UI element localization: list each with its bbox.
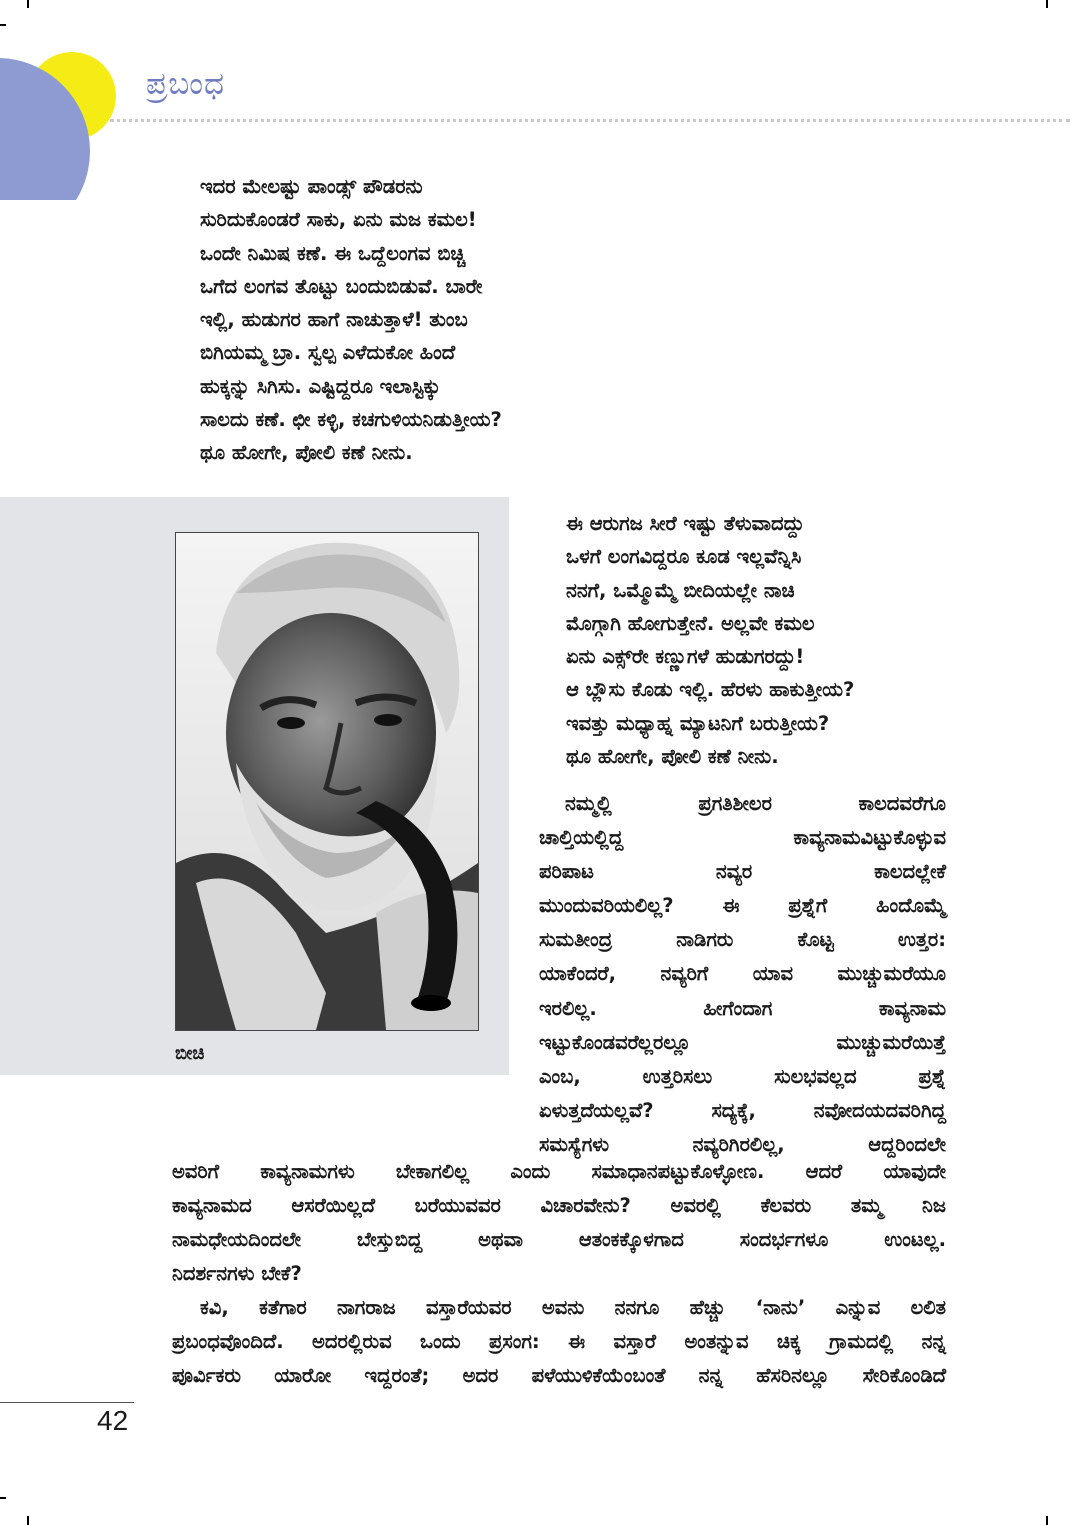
poem-line: ಸುರಿದುಕೊಂಡರೆ ಸಾಕು, ಏನು ಮಜ ಕಮಲ! bbox=[200, 208, 477, 232]
text-line: ಮುಂದುವರಿಯಲಿಲ್ಲ? ಈ ಪ್ರಶ್ನೆಗೆ ಹಿಂದೊಮ್ಮೆ bbox=[539, 894, 946, 918]
crop-mark bbox=[1046, 0, 1048, 8]
poem-line: ಥೂ ಹೋಗೇ, ಪೋಲಿ ಕಣೆ ನೀನು. bbox=[566, 745, 779, 769]
text-line: ನಮ್ಮಲ್ಲಿ ಪ್ರಗತಿಶೀಲರ ಕಾಲದವರೆಗೂ bbox=[565, 792, 946, 815]
poem-line: ಆ ಬ್ಲೌಸು ಕೊಡು ಇಲ್ಲಿ. ಹೆರಳು ಹಾಕುತ್ತೀಯ? bbox=[566, 678, 855, 702]
poem-line: ಸಾಲದು ಕಣೆ. ಛೀ ಕಳ್ಳಿ, ಕಚಗುಳಿಯನಿಡುತ್ತೀಯ? bbox=[200, 408, 502, 432]
crop-mark bbox=[1046, 1516, 1048, 1525]
column-paragraph bbox=[539, 787, 946, 1162]
poem-line: ಒಳಗೆ ಲಂಗವಿದ್ದರೂ ಕೂಡ ಇಲ್ಲವೆನ್ನಿಸಿ bbox=[566, 545, 802, 569]
body-paragraph bbox=[172, 1291, 946, 1393]
poem-line: ಬಿಗಿಯಮ್ಮ ಬ್ರಾ. ಸ್ವಲ್ಪ ಎಳೆದುಕೋ ಹಿಂದೆ bbox=[200, 341, 456, 365]
poem-side bbox=[566, 507, 854, 773]
text-line: ಚಾಲ್ತಿಯಲ್ಲಿದ್ದ ಕಾವ್ಯನಾಮವಿಟ್ಟುಕೊಳ್ಳುವ bbox=[539, 826, 946, 850]
footer-rule bbox=[0, 1402, 134, 1403]
text-line: ಇಟ್ಟುಕೊಂಡವರೆಲ್ಲರಲ್ಲೂ ಮುಚ್ಚುಮರೆಯಿತ್ತೆ bbox=[539, 1030, 946, 1054]
text-line: ನಿದರ್ಶನಗಳು ಬೇಕೆ? bbox=[172, 1262, 302, 1286]
header-decoration bbox=[0, 0, 130, 200]
poem-line: ಥೂ ಹೋಗೇ, ಪೋಲಿ ಕಣೆ ನೀನು. bbox=[200, 441, 413, 465]
body-paragraph bbox=[172, 1155, 946, 1291]
text-line: ಪೂರ್ವಿಕರು ಯಾರೋ ಇದ್ದರಂತೆ; ಅದರ ಪಳೆಯುಳಿಕೆಯೆಂಬಂತೆ ನನ್ನ ಹೆಸರಿನಲ್ಲೂ ಸೇರಿಕೊಂಡಿದೆ bbox=[172, 1364, 946, 1388]
section-title: ಪ್ರಬಂಧ bbox=[146, 66, 225, 102]
page-number: 42 bbox=[97, 1405, 129, 1436]
crop-mark bbox=[27, 1516, 29, 1525]
poem-line: ಇಲ್ಲಿ, ಹುಡುಗರ ಹಾಗೆ ನಾಚುತ್ತಾಳೆ! ತುಂಬ bbox=[200, 308, 468, 332]
author-photo bbox=[175, 532, 479, 1031]
text-line: ಇರಲಿಲ್ಲ. ಹೀಗೆಂದಾಗ ಕಾವ್ಯನಾಮ bbox=[539, 996, 946, 1020]
poem-line: ನನಗೆ, ಒಮ್ಮೊಮ್ಮೆ ಬೀದಿಯಲ್ಲೇ ನಾಚಿ bbox=[566, 578, 795, 602]
crop-mark bbox=[0, 1497, 6, 1499]
poem-line: ಇದರ ಮೇಲಷ್ಟು ಪಾಂಡ್ಸ್ ಪೌಡರನು bbox=[200, 175, 423, 198]
text-line: ಪ್ರಬಂಧವೊಂದಿದೆ. ಅದರಲ್ಲಿರುವ ಒಂದು ಪ್ರಸಂಗ: ಈ ವಸ್ತಾರೆ ಅಂತನ್ನುವ ಚಿಕ್ಕ ಗ್ರಾಮದಲ್ಲಿ ನನ್ನ bbox=[172, 1330, 946, 1354]
text-line: ಕವಿ, ಕತೆಗಾರ ನಾಗರಾಜ ವಸ್ತಾರೆಯವರ ಅವನು ನನಗೂ ಹೆಚ್ಚು ‘ನಾನು’ ಎನ್ನುವ ಲಲಿತ bbox=[200, 1296, 946, 1319]
poem-top bbox=[200, 170, 502, 470]
poem-line: ಒಗೆದ ಲಂಗವ ತೊಟ್ಟು ಬಂದುಬಿಡುವೆ. ಬಾರೇ bbox=[200, 274, 483, 298]
text-line: ಎಂಬ, ಉತ್ತರಿಸಲು ಸುಲಭವಲ್ಲದ ಪ್ರಶ್ನೆ bbox=[539, 1064, 946, 1088]
text-line: ಅವರಿಗೆ ಕಾವ್ಯನಾಮಗಳು ಬೇಕಾಗಲಿಲ್ಲ ಎಂದು ಸಮಾಧಾನಪಟ್ಟುಕೊಳ್ಳೋಣ. ಆದರೆ ಯಾವುದೇ bbox=[172, 1160, 946, 1183]
text-line: ಸಮಸ್ಯೆಗಳು ನವ್ಯರಿಗಿರಲಿಲ್ಲ, ಆದ್ದರಿಂದಲೇ bbox=[539, 1132, 946, 1156]
text-line: ಯಾಕೆಂದರೆ, ನವ್ಯರಿಗೆ ಯಾವ ಮುಚ್ಚುಮರೆಯೂ bbox=[539, 962, 946, 986]
photo-caption: ಬೀಚಿ bbox=[175, 1043, 205, 1064]
poem-line: ಒಂದೇ ನಿಮಿಷ ಕಣೆ. ಈ ಒದ್ದೆಲಂಗವ ಬಿಚ್ಚಿ bbox=[200, 241, 466, 265]
poem-line: ಇವತ್ತು ಮಧ್ಯಾಹ್ನ ಮ್ಯಾಟನಿಗೆ ಬರುತ್ತೀಯ? bbox=[566, 711, 830, 735]
text-line: ನಾಮಧೇಯದಿಂದಲೇ ಬೇಸ್ತುಬಿದ್ದ ಅಥವಾ ಆತಂಕಕ್ಕೊಳಗಾದ ಸಂದರ್ಭಗಳೂ ಉಂಟಲ್ಲ. bbox=[172, 1228, 946, 1252]
poem-line: ಹುಕ್ಕನ್ನು ಸಿಗಿಸು. ಎಷ್ಟಿದ್ದರೂ ಇಲಾಸ್ಟಿಕ್ಕು bbox=[200, 374, 441, 398]
text-line: ಏಳುತ್ತದೆಯಲ್ಲವೆ? ಸದ್ಯಕ್ಕೆ, ನವೋದಯದವರಿಗಿದ್ದ bbox=[539, 1098, 946, 1122]
dotted-divider bbox=[110, 119, 1070, 122]
text-line: ಕಾವ್ಯನಾಮದ ಆಸರೆಯಿಲ್ಲದೆ ಬರೆಯುವವರ ವಿಚಾರವೇನು? ಅವರಲ್ಲಿ ಕೆಲವರು ತಮ್ಮ ನಿಜ bbox=[172, 1194, 946, 1218]
poem-line: ಈ ಆರುಗಜ ಸೀರೆ ಇಷ್ಟು ತೆಳುವಾದದ್ದು bbox=[566, 512, 805, 535]
poem-line: ಮೊಗ್ಗಾಗಿ ಹೋಗುತ್ತೇನೆ. ಅಲ್ಲವೇ ಕಮಲ bbox=[566, 611, 815, 635]
poem-line: ಏನು ಎಕ್ಸ್‌ರೇ ಕಣ್ಣುಗಳೆ ಹುಡುಗರದ್ದು! bbox=[566, 645, 805, 669]
text-line: ಸುಮತೀಂದ್ರ ನಾಡಿಗರು ಕೊಟ್ಟ ಉತ್ತರ: bbox=[539, 928, 946, 952]
text-line: ಪರಿಪಾಟ ನವ್ಯರ ಕಾಲದಲ್ಲೇಕೆ bbox=[539, 860, 946, 884]
